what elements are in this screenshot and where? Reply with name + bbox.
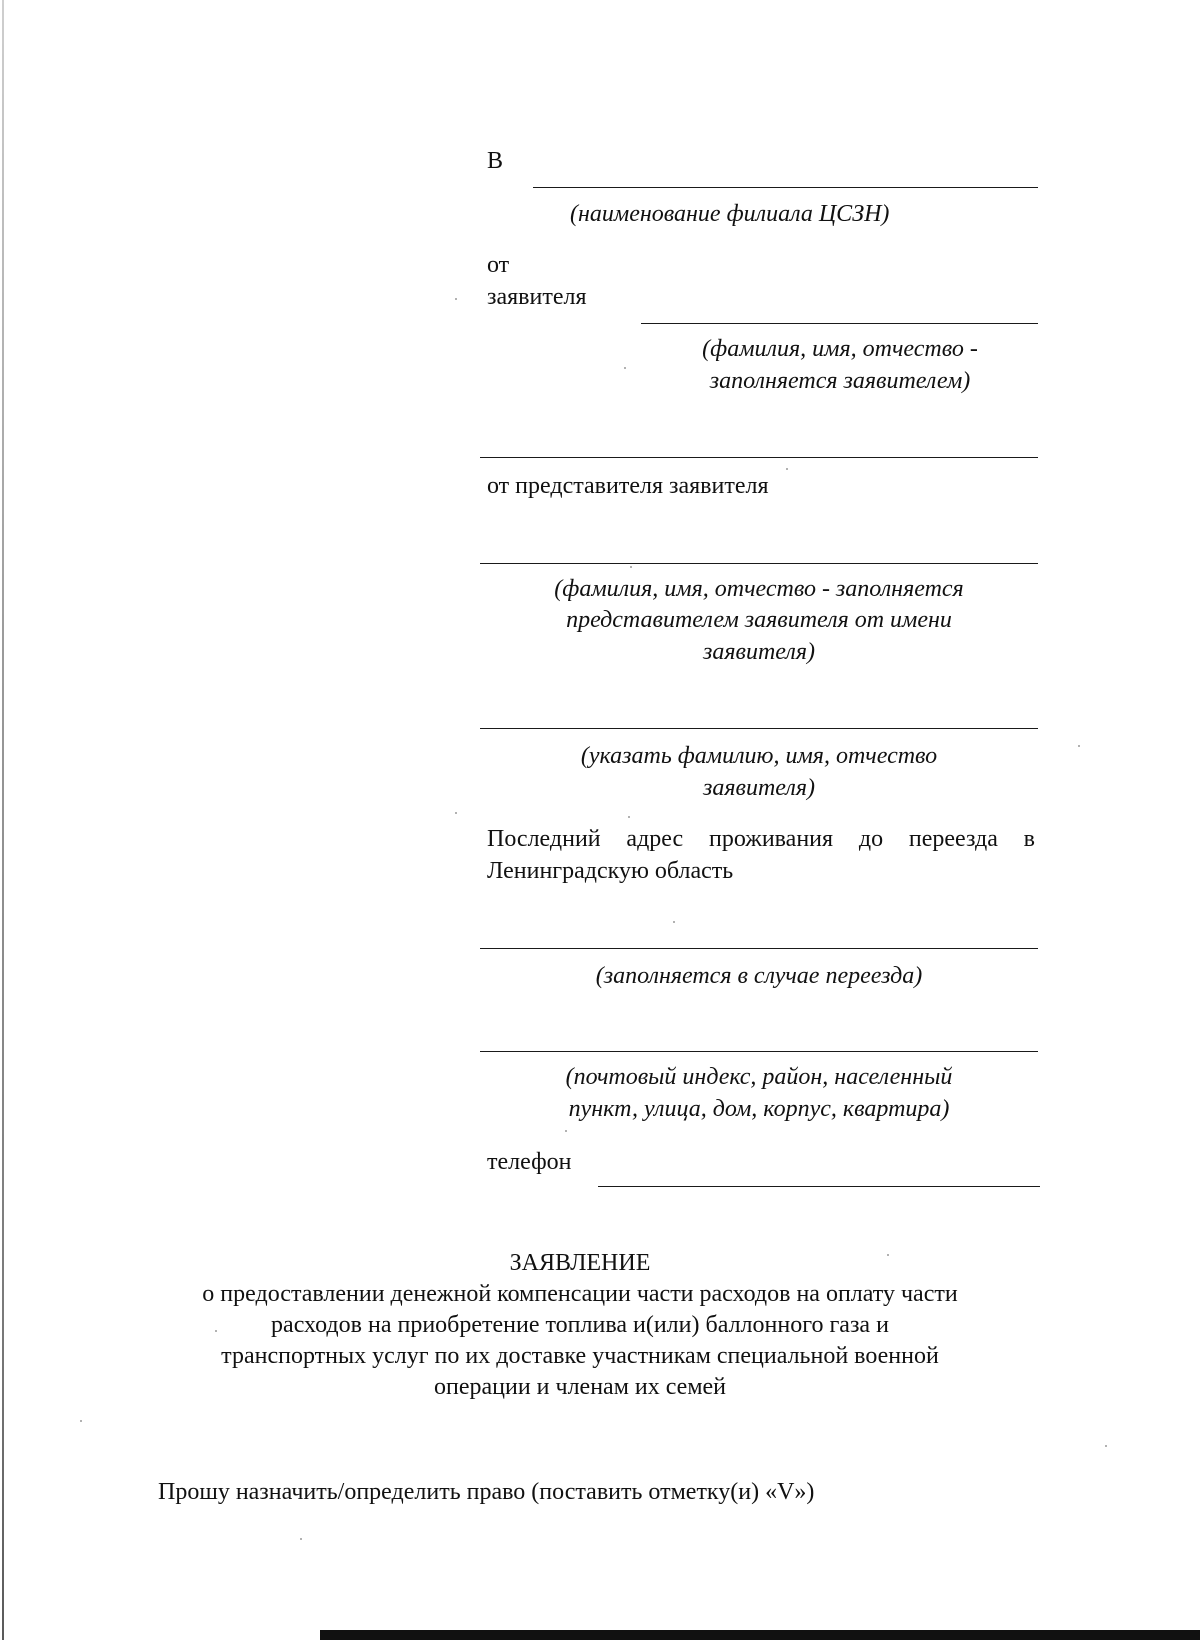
representative-hint-line3: заявителя) xyxy=(703,639,815,665)
address-hint-line1: (почтовый индекс, район, населенный xyxy=(565,1064,953,1090)
representative-hint-line1: (фамилия, имя, отчество - заполняется xyxy=(554,576,964,602)
scan-speck xyxy=(624,367,626,369)
last-address-label-line1: Последний адрес проживания до переезда в xyxy=(487,826,1035,852)
scan-speck xyxy=(628,816,630,818)
scan-edge-left xyxy=(2,0,4,1640)
branch-hint: (наименование филиала ЦСЗН) xyxy=(570,201,890,227)
scan-speck xyxy=(565,1130,567,1132)
representative-field[interactable] xyxy=(480,563,1038,564)
address-hint-line2: пункт, улица, дом, корпус, квартира) xyxy=(568,1096,950,1122)
phone-label: телефон xyxy=(487,1149,572,1175)
from-label: от xyxy=(487,252,510,278)
phone-field[interactable] xyxy=(598,1186,1040,1187)
applicant-label: заявителя xyxy=(487,284,587,310)
statement-subtitle-line1: о предоставлении денежной компенсации части расходов на оплату части xyxy=(202,1281,958,1307)
applicant-hint-line2: заполняется заявителем) xyxy=(709,368,971,394)
to-prefix: В xyxy=(487,148,504,174)
scan-speck xyxy=(673,921,675,923)
statement-title: ЗАЯВЛЕНИЕ xyxy=(509,1250,651,1276)
scan-speck xyxy=(80,1420,82,1422)
applicant-field-extra[interactable] xyxy=(480,457,1038,458)
applicant-name-hint-line2: заявителя) xyxy=(703,775,815,801)
scan-speck xyxy=(630,566,632,568)
statement-subtitle-line2: расходов на приобретение топлива и(или) баллонного газа и xyxy=(271,1312,889,1338)
scan-speck xyxy=(1078,745,1080,747)
representative-hint-line2: представителем заявителя от имени xyxy=(566,607,952,633)
scan-speck xyxy=(887,1254,889,1256)
scan-speck xyxy=(300,1538,302,1540)
representative-label: от представителя заявителя xyxy=(487,473,769,499)
applicant-hint-line1: (фамилия, имя, отчество - xyxy=(702,336,978,362)
scan-edge-bottom xyxy=(320,1630,1200,1640)
scan-speck xyxy=(455,298,457,300)
last-address-field[interactable] xyxy=(480,948,1038,949)
applicant-name-hint-line1: (указать фамилию, имя, отчество xyxy=(580,743,938,769)
statement-subtitle-line3: транспортных услуг по их доставке участникам специальной военной xyxy=(221,1343,939,1369)
branch-field[interactable] xyxy=(533,187,1038,188)
scan-speck xyxy=(455,812,457,814)
scan-speck xyxy=(1105,1445,1107,1447)
statement-subtitle-line4: операции и членам их семей xyxy=(433,1374,727,1400)
relocation-hint: (заполняется в случае переезда) xyxy=(595,963,923,989)
scan-speck xyxy=(215,1330,217,1332)
request-text: Прошу назначить/определить право (поставить отметку(и) «V») xyxy=(158,1479,815,1505)
applicant-name-field[interactable] xyxy=(480,728,1038,729)
scan-speck xyxy=(786,468,788,470)
postal-address-field[interactable] xyxy=(480,1051,1038,1052)
applicant-field[interactable] xyxy=(641,323,1038,324)
last-address-label-line2: Ленинградскую область xyxy=(487,858,734,884)
